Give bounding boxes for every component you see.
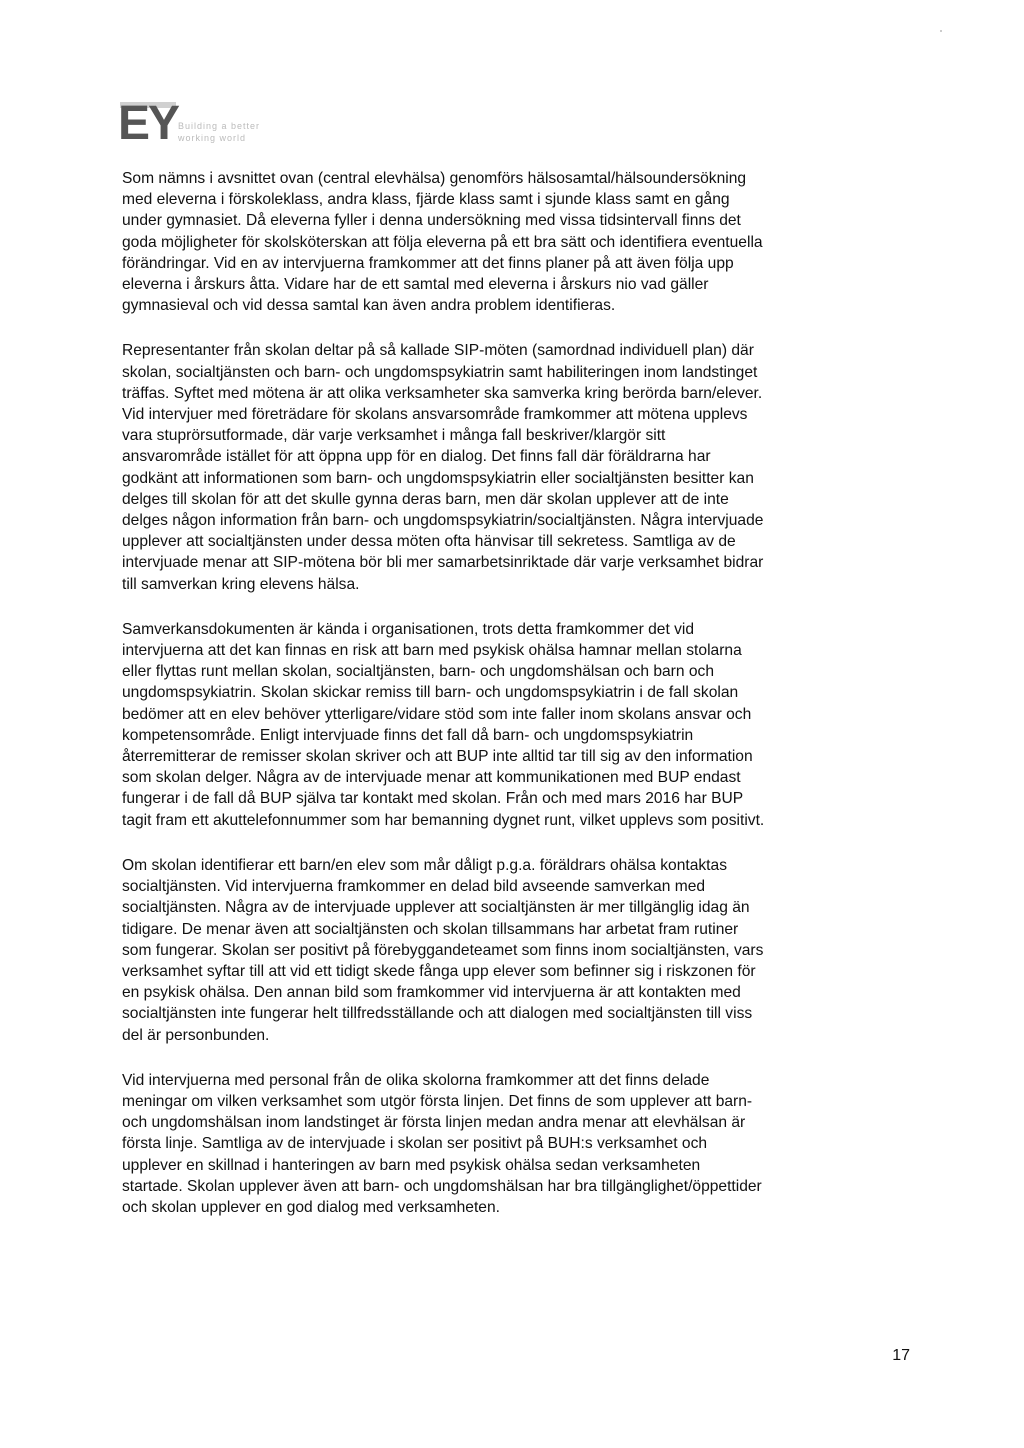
ey-logo — [118, 97, 298, 160]
document-body — [122, 168, 910, 1242]
page-number: 17 — [892, 1347, 910, 1364]
logo-mark: EY — [118, 97, 179, 150]
paragraph-social-services: Om skolan identifierar ett barn/en elev som mår dåligt p.g.a. föräldrars ohälsa kontaktas socialtjänsten. Vid intervjuerna framkommer en delad bild avseende samverkan med socialtjänsten. Några av de intervjuade upplever att socialtjänsten är mer tillgänglig idag än tidigare. De menar även att socialtjänsten och skolan tillsammans har arbetat fram rutiner som fungerar. Skolan ser positivt på förebyggandeteamet som finns inom socialtjänsten, vars verksamhet syftar till att vid ett tidigt skede fånga upp elever som befinner sig i riskzonen för en psykisk ohälsa. Den annan bild som framkommer vid intervjuerna är att kontakten med socialtjänsten inte fungerar helt tillfredsställande och att dialogen med socialtjänsten till viss del är personbunden. — [122, 856, 764, 1044]
scan-speck — [940, 30, 942, 32]
logo-tagline: Building a better working world — [178, 121, 261, 143]
paragraph-first-line: Vid intervjuerna med personal från de olika skolorna framkommer att det finns delade meningar om vilken verksamhet som utgör första linjen. Det finns de som upplever att barn- och ungdomshälsan inom landstinget är första linjen medan andra menar att elevhälsan är första linje. Samtliga av de intervjuade i skolan ser positivt på BUH:s verksamhet och upplever en skillnad i hanteringen av barn med psykisk ohälsa sedan verksamheten startade. Skolan upplever även att barn- och ungdomshälsan har bra tillgänglighet/öppettider och skolan upplever en god dialog med verksamheten. — [122, 1071, 762, 1216]
paragraph-sip-meetings: Representanter från skolan deltar på så kallade SIP-möten (samordnad individuell plan) där skolan, socialtjänsten och barn- och ungdomspsykiatrin samt habiliteringen inom landstinget träffas. Syftet med mötena är att olika verksamheter ska samverka kring berörda barn/elever. Vid intervjuer med företrädare för skolans ansvarsområde framkommer att mötena upplevs vara stuprörsutformade, där varje verksamhet i många fall beskriver/klargör sitt ansvarområde istället för att öppna upp för en dialog. Det finns fall där föräldrarna har godkänt att informationen som barn- och ungdomspsykiatrin eller socialtjänsten besitter kan delges till skolan för att det skulle gynna deras barn, men där skolan upplever att de inte delges någon information från barn- och ungdomspsykiatrin/socialtjänsten. Några intervjuade upplever att socialtjänsten under dessa möten ofta hänvisar till sekretess. Samtliga av de intervjuade menar att SIP-mötena bör bli mer samarbetsinriktade där varje verksamhet bidrar till samverkan kring elevens hälsa. — [122, 342, 764, 593]
paragraph-health-talks: Som nämns i avsnittet ovan (central elevhälsa) genomförs hälsosamtal/hälsoundersökning med eleverna i förskoleklass, andra klass, fjärde klass samt i sjunde klass samt en gång under gymnasiet. Då eleverna fyller i denna undersökning med vissa tidsintervall finns det goda möjligheter för skolsköterskan att följa eleverna på ett bra sätt och identifiera eventuella förändringar. Vid en av intervjuerna framkommer att det finns planer på att även följa upp eleverna i årskurs åtta. Vidare har de ett samtal med eleverna i årskurs nio vad gäller gymnasieval och vid dessa samtal kan även andra problem identifieras. — [122, 170, 763, 315]
paragraph-collaboration-documents: Samverkansdokumenten är kända i organisationen, trots detta framkommer det vid intervjuerna att det kan finnas en risk att barn med psykisk ohälsa hamnar mellan stolarna eller flyttas runt mellan skolan, socialtjänsten, barn- och ungdomshälsan och barn och ungdomspsykiatrin. Skolan skickar remiss till barn- och ungdomspsykiatrin i de fall skolan bedömer att en elev behöver ytterligare/vidare stöd som inte faller inom skolans ansvar och kompetensområde. Enligt intervjuade finns det fall då barn- och ungdomspsykiatrin återremitterar de remisser skolan skriver och att BUP inte alltid tar till sig av den information som skolan delger. Några av de intervjuade menar att kommunikationen med BUP endast fungerar i de fall då BUP själva tar kontakt med skolan. Från och med mars 2016 har BUP tagit fram ett akuttelefonnummer som har bemanning dygnet runt, vilket upplevs som positivt. — [122, 620, 765, 829]
